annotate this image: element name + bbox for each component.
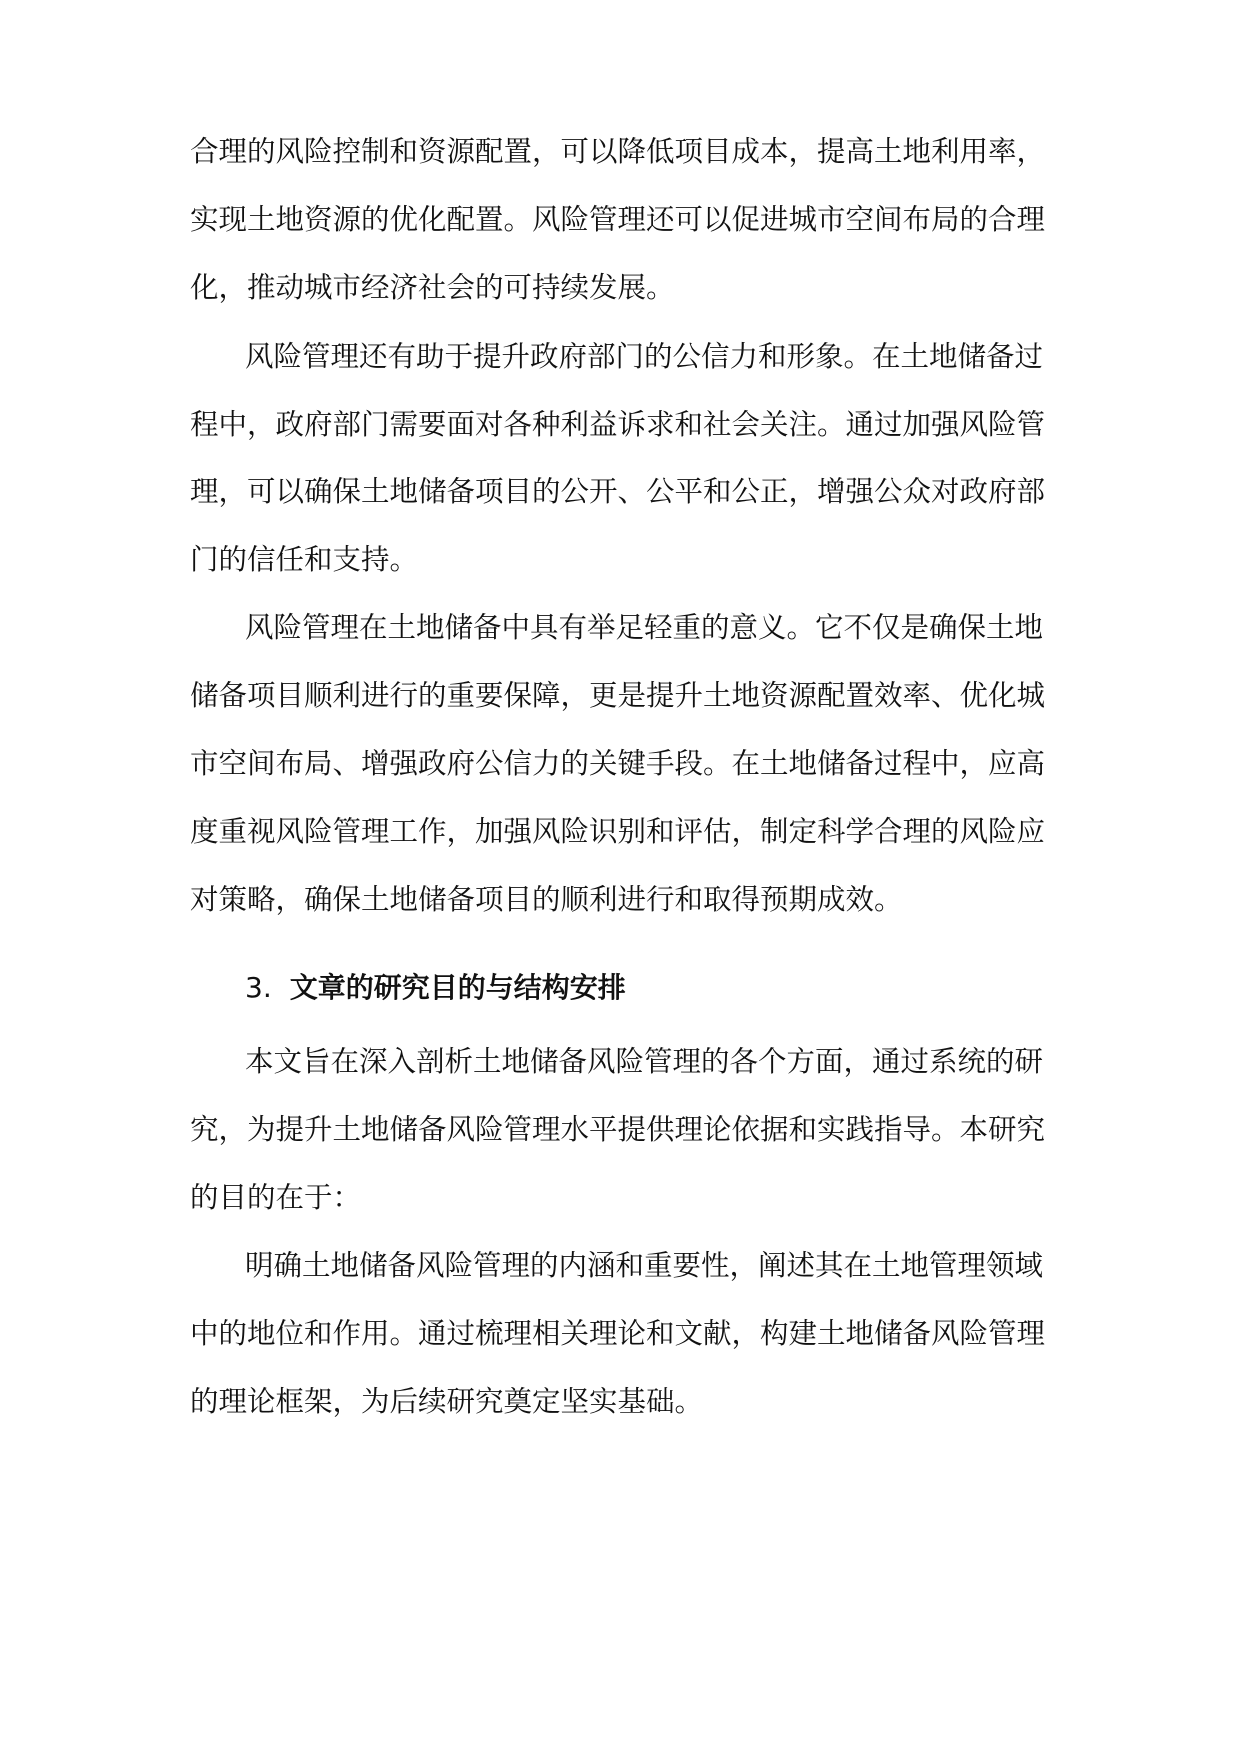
paragraph-line: 风险管理还有助于提升政府部门的公信力和形象。在土地储备过 bbox=[245, 340, 1044, 373]
paragraph-line: 储备项目顺利进行的重要保障，更是提升土地资源配置效率、优化城 bbox=[190, 679, 1046, 712]
section-number: 3. bbox=[245, 971, 272, 1004]
paragraph-line: 门的信任和支持。 bbox=[190, 543, 419, 576]
paragraph-line: 究，为提升土地储备风险管理水平提供理论依据和实践指导。本研究 bbox=[190, 1113, 1046, 1146]
paragraph-line: 中的地位和作用。通过梳理相关理论和文献，构建土地储备风险管理 bbox=[190, 1317, 1046, 1350]
paragraph-line: 本文旨在深入剖析土地储备风险管理的各个方面，通过系统的研 bbox=[245, 1045, 1044, 1078]
paragraph-line: 市空间布局、增强政府公信力的关键手段。在土地储备过程中，应高 bbox=[190, 747, 1046, 780]
section-title: 文章的研究目的与结构安排 bbox=[289, 971, 626, 1004]
paragraph-line: 对策略，确保土地储备项目的顺利进行和取得预期成效。 bbox=[190, 883, 903, 916]
paragraph-line: 合理的风险控制和资源配置，可以降低项目成本，提高土地利用率， bbox=[190, 135, 1046, 168]
paragraph-line: 明确土地储备风险管理的内涵和重要性，阐述其在土地管理领域 bbox=[245, 1249, 1044, 1282]
paragraph-line: 实现土地资源的优化配置。风险管理还可以促进城市空间布局的合理 bbox=[190, 203, 1046, 236]
paragraph-line: 风险管理在土地储备中具有举足轻重的意义。它不仅是确保土地 bbox=[245, 611, 1044, 644]
paragraph-line: 化，推动城市经济社会的可持续发展。 bbox=[190, 271, 675, 304]
section-heading bbox=[245, 968, 626, 1008]
paragraph-line: 的目的在于： bbox=[190, 1181, 362, 1214]
paragraph-line: 的理论框架，为后续研究奠定坚实基础。 bbox=[190, 1385, 704, 1418]
paragraph-line: 理，可以确保土地储备项目的公开、公平和公正，增强公众对政府部 bbox=[190, 475, 1046, 508]
paragraph-line: 度重视风险管理工作，加强风险识别和评估，制定科学合理的风险应 bbox=[190, 815, 1046, 848]
paragraph-line: 程中，政府部门需要面对各种利益诉求和社会关注。通过加强风险管 bbox=[190, 408, 1046, 441]
